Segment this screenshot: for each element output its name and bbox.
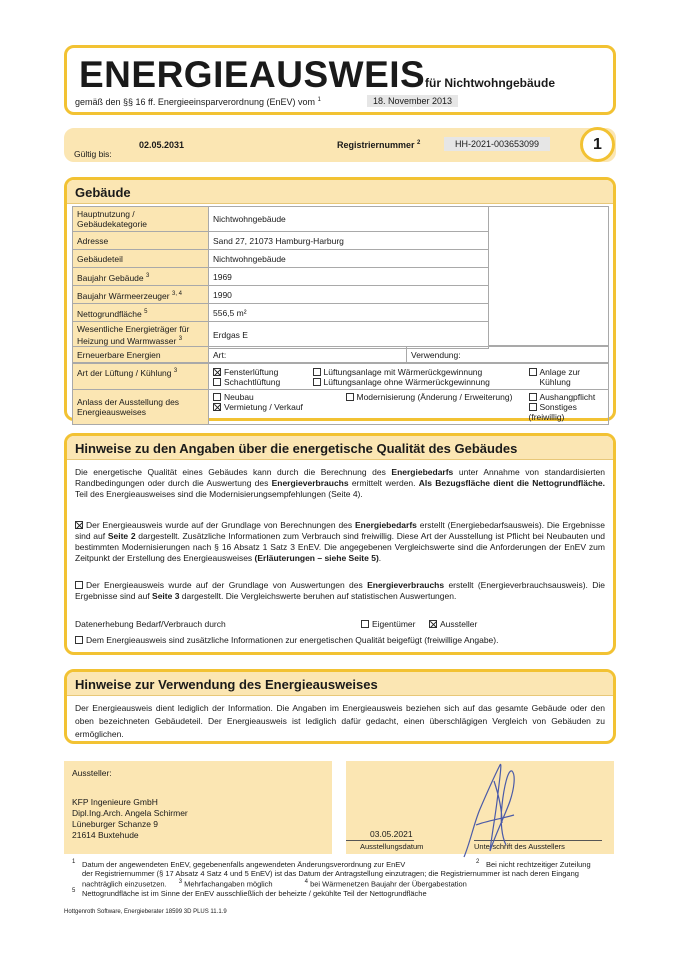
valid-until-value: 02.05.2031 xyxy=(139,140,185,150)
checkbox-posting-obligation[interactable]: Aushangpflicht xyxy=(529,392,605,402)
checkbox-new-building[interactable]: Neubau xyxy=(213,392,305,402)
checkbox-shaft-ventilation[interactable]: Schachtlüftung xyxy=(213,377,305,387)
table-row: Wesentliche Energieträger für Heizung und Warmwasser $^3$ Erdgas E xyxy=(73,322,489,349)
issue-date: 03.05.2021 xyxy=(370,829,413,839)
table-row: Adresse Sand 27, 21073 Hamburg-Harburg xyxy=(73,232,489,250)
ventilation-table xyxy=(72,363,609,425)
header-box xyxy=(64,45,616,115)
checkbox-rent-sale[interactable]: Vermietung / Verkauf xyxy=(213,402,305,412)
table-row: Baujahr Wärmeerzeuger $^{3, 4}$ 1990 xyxy=(73,286,489,304)
table-row: Anlass der Ausstellung des Energieausweises Neubau Vermietung / Verkauf Modernisierung (Änderung / Erweiterung) Aushangpflicht Sonstiges (freiwillig) xyxy=(73,390,609,425)
issuer-box xyxy=(64,761,332,854)
hints-consumption-option[interactable]: Der Energieausweis wurde auf der Grundlage von Auswertungen des Energieverbrauchs erstellt (Energieverbrauchsausweis). Die Ergebnisse sind auf Seite 3 dargestellt. Die Vergleichswerte beruhen auf statistischen Auswertungen. xyxy=(75,580,606,601)
registration-label: Registriernummer $^2$ xyxy=(337,140,421,150)
table-row: Baujahr Gebäude $^3$ 1969 xyxy=(73,268,489,286)
enev-date: 18. November 2013 xyxy=(367,95,458,107)
checkbox-other[interactable]: Sonstiges (freiwillig) xyxy=(528,402,577,422)
usage-title: Hinweise zur Verwendung des Energieausweises xyxy=(67,672,613,696)
hints-section xyxy=(64,433,616,655)
table-row: Erneuerbare Energien Art: Verwendung: xyxy=(73,347,609,363)
page-title: ENERGIEAUSWEIS xyxy=(79,54,426,95)
checkbox-owner[interactable]: Eigentümer xyxy=(361,619,415,629)
footnote-2: Bei nicht rechtzeitiger Zuteilung der Registriernummer (§ 17 Absatz 4 Satz 4 und 5 EnEV) ist das Datum der Antragstellung einzutragen; die Registriernummer ist nach deren Eingang nachträglich einzusetzen. $^3$ Mehrfachangaben möglich $^4$ bei Wärmenetzen Baujahr der Übergabestation xyxy=(82,860,591,889)
building-table-lower xyxy=(72,346,609,363)
table-row: Gebäudeteil Nichtwohngebäude xyxy=(73,250,489,268)
signature-box xyxy=(346,761,614,854)
legal-basis: gemäß den §§ 16 ff. Energieeinsparverordnung (EnEV) vom $^1$ xyxy=(75,97,321,107)
usage-text: Der Energieausweis dient lediglich der Information. Die Angaben im Energieausweis beziehen sich auf das gesamte Gebäude oder den oben bezeichneten Gebäudeteil. Der Energieausweis ist lediglich dafür gedacht, einen überschlägigen Vergleich von Gebäuden zu ermöglichen. xyxy=(75,703,605,739)
checkbox-ventilation-without-recovery[interactable]: Lüftungsanlage ohne Wärmerückgewinnung xyxy=(313,377,521,387)
table-row: Nettogrundfläche $^5$ 556,5 m² xyxy=(73,304,489,322)
checkbox-modernisation[interactable]: Modernisierung (Änderung / Erweiterung) xyxy=(313,392,521,402)
table-row: Art der Lüftung / Kühlung $^3$ Fensterlüftung Schachtlüftung Lüftungsanlage mit Wärmerückgewinnung Lüftungsanlage ohne Wärmerückgewinnung Anlage zur Kühlung xyxy=(73,364,609,390)
page-number-badge: 1 xyxy=(580,127,615,162)
checkbox-cooling-system[interactable]: Anlage zur Kühlung xyxy=(529,367,605,387)
building-title: Gebäude xyxy=(67,180,613,204)
data-collection-label: Datenerhebung Bedarf/Verbrauch durch xyxy=(75,619,226,629)
checkbox-additional-info[interactable]: Dem Energieausweis sind zusätzliche Informationen zur energetischen Qualität beigefügt (freiwillige Angabe). xyxy=(75,635,498,645)
issuer-address: KFP Ingenieure GmbH Dipl.Ing.Arch. Angela Schirmer Lüneburger Schanze 9 21614 Buxtehude xyxy=(72,797,188,840)
building-section xyxy=(64,177,616,421)
usage-section xyxy=(64,669,616,744)
page-subtitle: für Nichtwohngebäude xyxy=(425,76,555,90)
signature-label: Unterschrift des Ausstellers xyxy=(474,842,565,851)
validity-bar xyxy=(64,128,616,162)
hints-demand-option[interactable]: Der Energieausweis wurde auf der Grundlage von Berechnungen des Energiebedarfs erstellt (Energiebedarfsausweis). Die Ergebnisse sind auf Seite 2 dargestellt. Zusätzliche Informationen zum Verbrauch sind freiwillig. Diese Art der Ausstellung ist Pflicht bei Neubauten und bestimmten Modernisierungen nach § 16 Absatz 1 Satz 3 EnEV. Die angegebenen Vergleichswerte sind die Anforderungen der EnEV zum Zeitpunkt der Erstellung des Energieausweises (Erläuterungen – siehe Seite 5). xyxy=(75,520,606,563)
issue-date-label: Ausstellungsdatum xyxy=(360,842,424,851)
valid-until-label: Gültig bis: xyxy=(74,149,112,159)
hints-intro: Die energetische Qualität eines Gebäudes kann durch die Berechnung des Energiebedarfs unter Annahme von standardisierten Randbedingungen oder durch die Auswertung des Energieverbrauchs ermittelt werden. Als Bezugsfläche dient die Nettogrundfläche. Teil des Energieausweises sind die Modernisierungsempfehlungen (Seite 4). xyxy=(75,467,605,499)
building-photo-area xyxy=(489,206,609,346)
table-row: Hauptnutzung / Gebäudekategorie Nichtwohngebäude xyxy=(73,207,489,232)
checkbox-ventilation-with-recovery[interactable]: Lüftungsanlage mit Wärmerückgewinnung xyxy=(313,367,521,377)
signature-scribble xyxy=(456,753,526,863)
checkbox-window-ventilation[interactable]: Fensterlüftung xyxy=(213,367,305,377)
registration-number: HH-2021-003653099 xyxy=(444,137,550,151)
building-table xyxy=(72,206,489,349)
checkbox-issuer[interactable]: Aussteller xyxy=(429,619,477,629)
hints-title: Hinweise zu den Angaben über die energetische Qualität des Gebäudes xyxy=(67,436,613,460)
issuer-label: Aussteller: xyxy=(72,768,112,778)
software-credit: Hottgenroth Software, Energieberater 18599 3D PLUS 11.1.9 xyxy=(64,909,227,915)
